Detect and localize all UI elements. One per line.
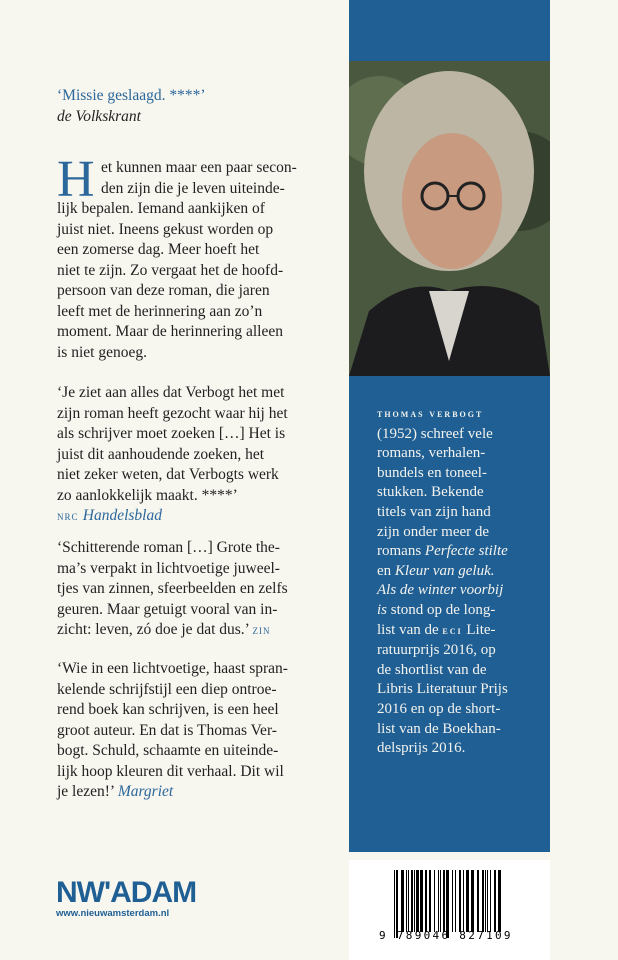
- text-segment: juist dit aanhoudende zoeken, het: [57, 445, 265, 463]
- text-segment: de shortlist van de: [377, 661, 487, 678]
- text-line: [377, 523, 549, 543]
- text-line: [57, 383, 347, 404]
- text-segment: titels van zijn hand: [377, 503, 491, 520]
- text-line: [377, 404, 549, 425]
- text-line: [57, 404, 347, 425]
- text-segment: bogt. Schuld, schaamte en uiteinde-: [57, 742, 279, 759]
- text-segment: je lezen!’: [57, 783, 118, 800]
- text-line: [377, 680, 549, 700]
- text-segment: lijk hoop kleuren dit verhaal. Dit wil: [57, 762, 284, 780]
- text-line: [377, 503, 549, 523]
- text-line: [57, 700, 347, 721]
- text-segment: 2016 en op de short-: [377, 700, 501, 717]
- text-line: [377, 641, 549, 661]
- barcode-bar: [490, 870, 491, 932]
- text-line: [57, 465, 347, 486]
- text-line: [57, 782, 347, 803]
- text-line: [57, 680, 347, 701]
- text-segment: list van de Boekhan-: [377, 720, 501, 737]
- text-segment: ‘Je ziet aan alles dat Verbogt het met: [57, 384, 285, 401]
- text-line: [377, 661, 549, 681]
- blurb-line: et kunnen maar een paar secon-: [101, 159, 297, 176]
- text-segment: geuren. Maar getuigt vooral van in-: [57, 600, 278, 618]
- barcode-bar: [396, 870, 398, 938]
- blurb-line: moment. Maar de herinnering alleen: [57, 323, 283, 340]
- text-segment: Libris Literatuur Prijs: [377, 681, 508, 698]
- text-line: [57, 486, 347, 507]
- review-quote-margriet: [57, 659, 347, 803]
- text-segment: list van de: [377, 621, 443, 638]
- text-segment: (1952) schreef vele: [377, 425, 493, 442]
- text-segment: Margriet: [117, 783, 174, 800]
- barcode: [349, 860, 550, 960]
- text-segment: thomas verbogt: [377, 408, 484, 420]
- publisher-logo: [56, 878, 196, 919]
- text-segment: zin: [252, 622, 271, 637]
- text-line: [57, 538, 347, 559]
- text-segment: zo aanlokkelijk maakt. ****’: [57, 486, 238, 504]
- author-photo: [349, 61, 550, 376]
- barcode-bar: [420, 870, 423, 932]
- drop-cap: H: [57, 158, 95, 199]
- barcode-bar: [440, 870, 441, 932]
- publisher-url[interactable]: www.nieuwamsterdam.nl: [56, 908, 170, 919]
- text-line: [377, 601, 549, 621]
- text-line: [57, 659, 347, 680]
- text-segment: romans: [377, 543, 425, 560]
- text-segment: zicht: leven, zó doe je dat dus.’: [57, 621, 253, 638]
- text-line: [377, 720, 549, 740]
- text-line: [377, 444, 549, 464]
- barcode-bar: [425, 870, 427, 932]
- barcode-bar: [455, 870, 456, 932]
- text-segment: Perfecte stilte: [424, 543, 508, 560]
- text-segment: eci: [442, 624, 463, 637]
- text-line: [377, 581, 549, 601]
- barcode-bar: [452, 870, 453, 932]
- text-line: [57, 762, 347, 783]
- text-line: [57, 721, 347, 742]
- barcode-bar: [411, 870, 413, 932]
- text-segment: is: [377, 601, 388, 618]
- blurb-line: leeft met de herinnering aan zo’n: [57, 302, 263, 320]
- text-segment: bundels en toneel-: [377, 464, 487, 481]
- isbn-number: 9 789046 827109: [379, 929, 513, 942]
- text-line: [57, 445, 347, 466]
- text-segment: ‘Wie in een lichtvoetige, haast spran-: [57, 660, 288, 677]
- publisher-logo-mark: NW'ADAM: [56, 876, 197, 909]
- barcode-bar: [446, 870, 449, 938]
- barcode-bar: [438, 870, 439, 932]
- text-segment: zijn roman heeft gezocht waar hij het: [57, 404, 288, 422]
- barcode-bar: [416, 870, 419, 932]
- text-segment: rend boek kan schrijven, is een heel: [57, 701, 279, 718]
- barcode-bar: [471, 870, 474, 932]
- blurb-text: [57, 158, 347, 363]
- text-segment: stond op de long-: [387, 601, 496, 618]
- text-segment: nrc: [57, 508, 83, 523]
- text-line: [57, 559, 347, 580]
- blurb-line: is niet genoeg.: [57, 343, 147, 361]
- author-bio: [377, 404, 549, 759]
- tagline-source: de Volkskrant: [57, 107, 141, 125]
- barcode-bar: [459, 870, 461, 932]
- blurb-line: juist niet. Ineens gekust worden op: [57, 220, 274, 238]
- review-quote-zin: [57, 538, 347, 641]
- text-segment: groot auteur. En dat is Thomas Ver-: [57, 721, 277, 739]
- text-segment: Als de winter voorbij: [377, 582, 504, 599]
- text-segment: romans, verhalen-: [377, 445, 486, 462]
- text-segment: niet zeker weten, dat Verbogts werk: [57, 466, 279, 483]
- text-segment: ma’s verpakt in lichtvoetige juweel-: [57, 559, 280, 577]
- barcode-bar: [463, 870, 464, 932]
- text-line: [57, 579, 347, 600]
- text-line: [57, 600, 347, 621]
- text-segment: stukken. Bekende: [377, 484, 484, 501]
- blurb-line: den zijn die je leven uiteinde-: [101, 179, 285, 197]
- barcode-bar: [443, 870, 445, 932]
- blurb-line: lijk bepalen. Iemand aankijken of: [57, 200, 265, 217]
- barcode-bar: [408, 870, 409, 932]
- text-line: [377, 464, 549, 484]
- text-segment: Kleur van geluk.: [394, 562, 495, 579]
- text-segment: zijn onder meer de: [377, 523, 490, 540]
- review-quote-nrc: [57, 383, 347, 527]
- barcode-bar: [487, 870, 488, 932]
- text-line: [377, 700, 549, 720]
- barcode-bar: [394, 870, 395, 938]
- text-line: [57, 506, 347, 527]
- tagline-quote: [57, 86, 347, 127]
- text-segment: tjes van zinnen, sfeerbeelden en zelfs: [57, 580, 288, 597]
- barcode-bar: [414, 870, 415, 932]
- text-line: [377, 542, 549, 562]
- text-line: [57, 741, 347, 762]
- text-segment: delsprijs 2016.: [377, 740, 466, 757]
- text-segment: en: [377, 562, 395, 579]
- barcode-bar: [466, 870, 469, 932]
- text-segment: Lite-: [462, 621, 496, 638]
- text-line: [57, 424, 347, 445]
- barcode-bar: [406, 870, 407, 932]
- text-segment: ‘Schitterende roman […] Grote the-: [57, 539, 280, 556]
- tagline-text: ‘Missie geslaagd. ****’: [57, 87, 206, 104]
- barcode-bar: [477, 870, 479, 932]
- text-segment: als schrijver moet zoeken […] Het is: [57, 425, 286, 442]
- blurb-line: een zomerse dag. Meer hoeft het: [57, 241, 260, 258]
- text-line: [377, 621, 549, 642]
- text-line: [377, 562, 549, 582]
- barcode-bar: [485, 870, 486, 932]
- barcode-bar: [401, 870, 404, 932]
- text-segment: ratuurprijs 2016, op: [377, 642, 496, 659]
- barcode-bar: [482, 870, 484, 932]
- text-line: [57, 620, 347, 641]
- blurb-line: persoon van deze roman, die jaren: [57, 282, 270, 299]
- text-segment: kelende schrijfstijl een diep ontroe-: [57, 680, 277, 698]
- text-line: [377, 425, 549, 445]
- barcode-bar: [434, 870, 435, 932]
- barcode-bar: [494, 870, 496, 932]
- barcode-bar: [498, 870, 501, 932]
- text-line: [377, 739, 549, 759]
- text-segment: Handelsblad: [82, 507, 162, 524]
- text-line: [377, 483, 549, 503]
- blurb-line: niet te zijn. Zo vergaat het de hoofd-: [57, 261, 284, 279]
- barcode-bar: [429, 870, 431, 932]
